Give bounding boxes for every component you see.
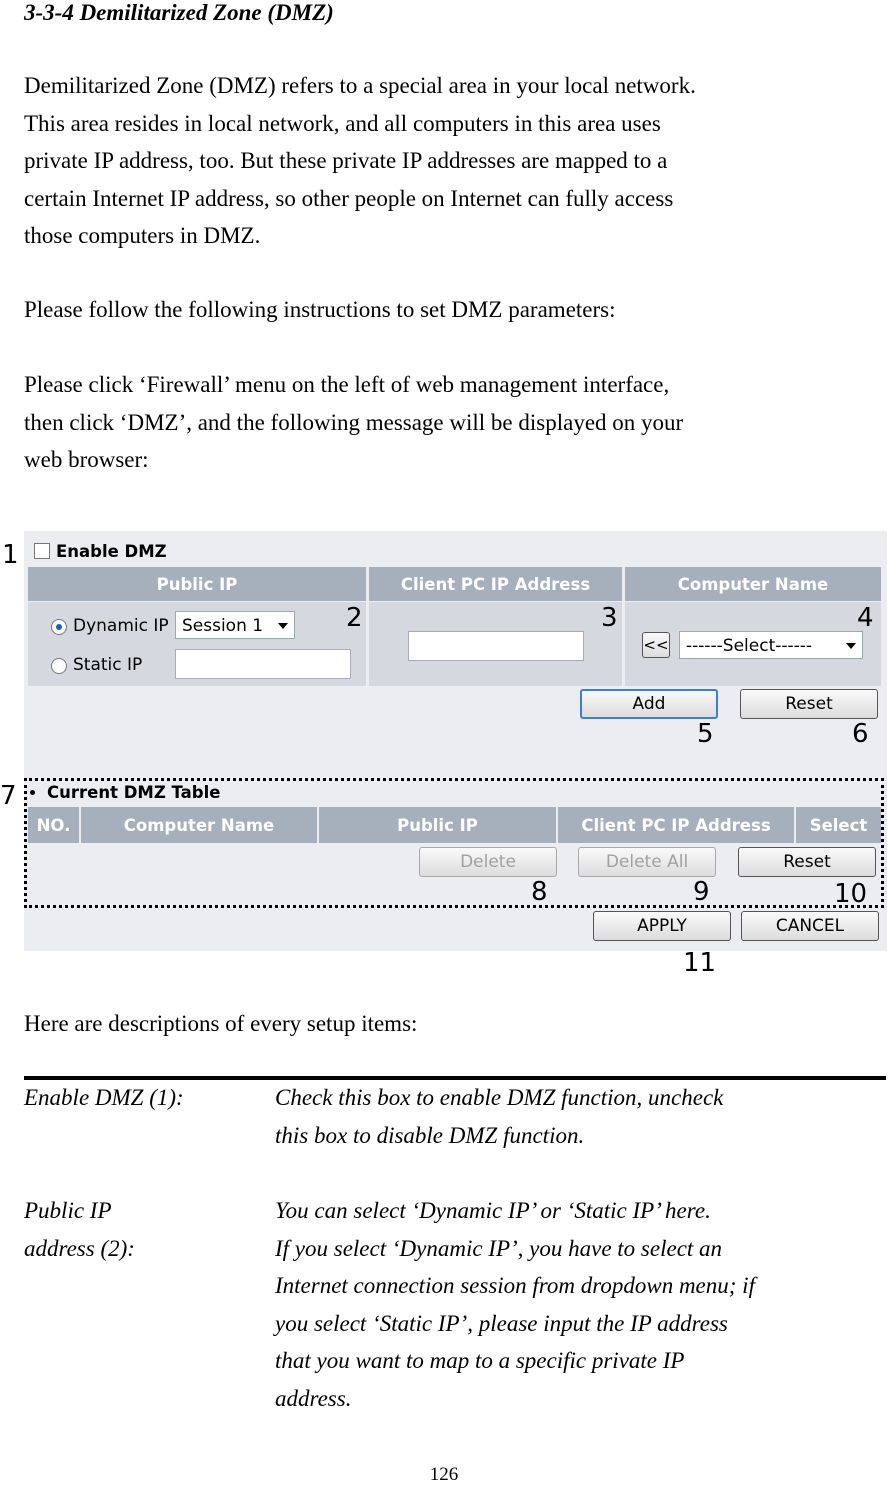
session-select-value: Session 1	[182, 616, 264, 636]
delete-all-button[interactable]: Delete All	[578, 847, 716, 877]
callout-5: 5	[697, 719, 714, 749]
public-ip-header: Public IP	[28, 567, 366, 601]
computer-name-select-value: ------Select------	[686, 636, 813, 656]
dynamic-ip-radio[interactable]	[51, 619, 67, 635]
chevron-down-icon	[846, 643, 856, 649]
static-ip-label: Static IP	[73, 655, 143, 675]
desc-line: you select ‘Static IP’, please input the IP address	[275, 1310, 728, 1336]
reset-button[interactable]: Reset	[740, 689, 878, 719]
table-reset-button[interactable]: Reset	[738, 847, 876, 877]
dmz-table-highlight	[24, 778, 884, 908]
desc-line: You can select ‘Dynamic IP’ or ‘Static IP’ here.	[275, 1198, 711, 1223]
section-heading: 3-3-4 Demilitarized Zone (DMZ)	[24, 0, 334, 25]
callout-7: 7	[0, 781, 17, 811]
chevron-down-icon	[278, 623, 288, 629]
callout-6: 6	[852, 719, 869, 749]
table-select-header: Select	[796, 807, 881, 843]
callout-8: 8	[531, 877, 548, 907]
computer-name-select[interactable]	[679, 631, 863, 659]
item-desc-public-ip	[275, 1192, 888, 1417]
enable-dmz-checkbox[interactable]	[34, 543, 50, 559]
enable-dmz-label: Enable DMZ	[56, 542, 167, 561]
add-button[interactable]: Add	[580, 689, 718, 719]
item-term-public-ip	[24, 1192, 135, 1267]
no-header: NO.	[28, 807, 79, 843]
desc-line: If you select ‘Dynamic IP’, you have to select an	[275, 1235, 723, 1261]
table-title-label: Current DMZ Table	[47, 783, 221, 802]
intro-line: This area resides in local network, and all computers in this area uses	[24, 110, 661, 136]
client-pc-ip-header: Client PC IP Address	[369, 567, 622, 601]
descriptions-intro: Here are descriptions of every setup items:	[24, 1011, 418, 1036]
term-line: address (2):	[24, 1235, 135, 1261]
callout-2: 2	[346, 603, 363, 633]
term-line: Public IP	[24, 1198, 112, 1223]
intro-line: those computers in DMZ.	[24, 223, 261, 248]
intro-paragraph	[24, 67, 884, 255]
desc-line: Internet connection session from dropdown menu; if	[275, 1273, 755, 1298]
table-public-ip-header: Public IP	[319, 807, 556, 843]
callout-9: 9	[693, 877, 710, 907]
click-info-line: then click ‘DMZ’, and the following message will be displayed on your	[24, 409, 684, 435]
table-client-pc-ip-header: Client PC IP Address	[558, 807, 794, 843]
dynamic-ip-label: Dynamic IP	[73, 616, 169, 636]
callout-1: 1	[2, 540, 19, 570]
item-term-enable-dmz: Enable DMZ (1):	[24, 1085, 184, 1110]
computer-name-header: Computer Name	[625, 567, 881, 601]
delete-button[interactable]: Delete	[419, 847, 557, 877]
desc-line: this box to disable DMZ function.	[275, 1122, 585, 1148]
static-ip-input[interactable]	[175, 649, 351, 679]
static-ip-radio[interactable]	[51, 658, 67, 674]
instructions-text: Please follow the following instructions to set DMZ parameters:	[24, 297, 616, 322]
callout-3: 3	[601, 603, 618, 633]
intro-line: certain Internet IP address, so other people on Internet can fully access	[24, 185, 674, 211]
callout-10: 10	[834, 879, 868, 909]
intro-line: private IP address, too. But these private IP addresses are mapped to a	[24, 148, 668, 173]
desc-line: address.	[275, 1385, 352, 1411]
copy-computer-button[interactable]: <<	[642, 632, 670, 658]
desc-line: Check this box to enable DMZ function, uncheck	[275, 1085, 724, 1110]
callout-4: 4	[857, 603, 874, 633]
item-desc-enable-dmz	[275, 1079, 885, 1154]
session-select[interactable]	[175, 611, 295, 639]
cancel-button[interactable]: CANCEL	[741, 911, 879, 941]
click-info-paragraph	[24, 366, 884, 479]
click-info-line: web browser:	[24, 447, 149, 472]
desc-line: that you want to map to a specific private IP	[275, 1348, 685, 1373]
apply-button[interactable]: APPLY	[593, 911, 731, 941]
client-pc-ip-input[interactable]	[408, 631, 584, 661]
callout-11: 11	[683, 948, 717, 978]
table-computer-name-header: Computer Name	[81, 807, 317, 843]
intro-line: Demilitarized Zone (DMZ) refers to a special area in your local network.	[24, 73, 696, 98]
page-number: 126	[429, 1464, 459, 1485]
click-info-line: Please click ‘Firewall’ menu on the left of web management interface,	[24, 372, 670, 397]
